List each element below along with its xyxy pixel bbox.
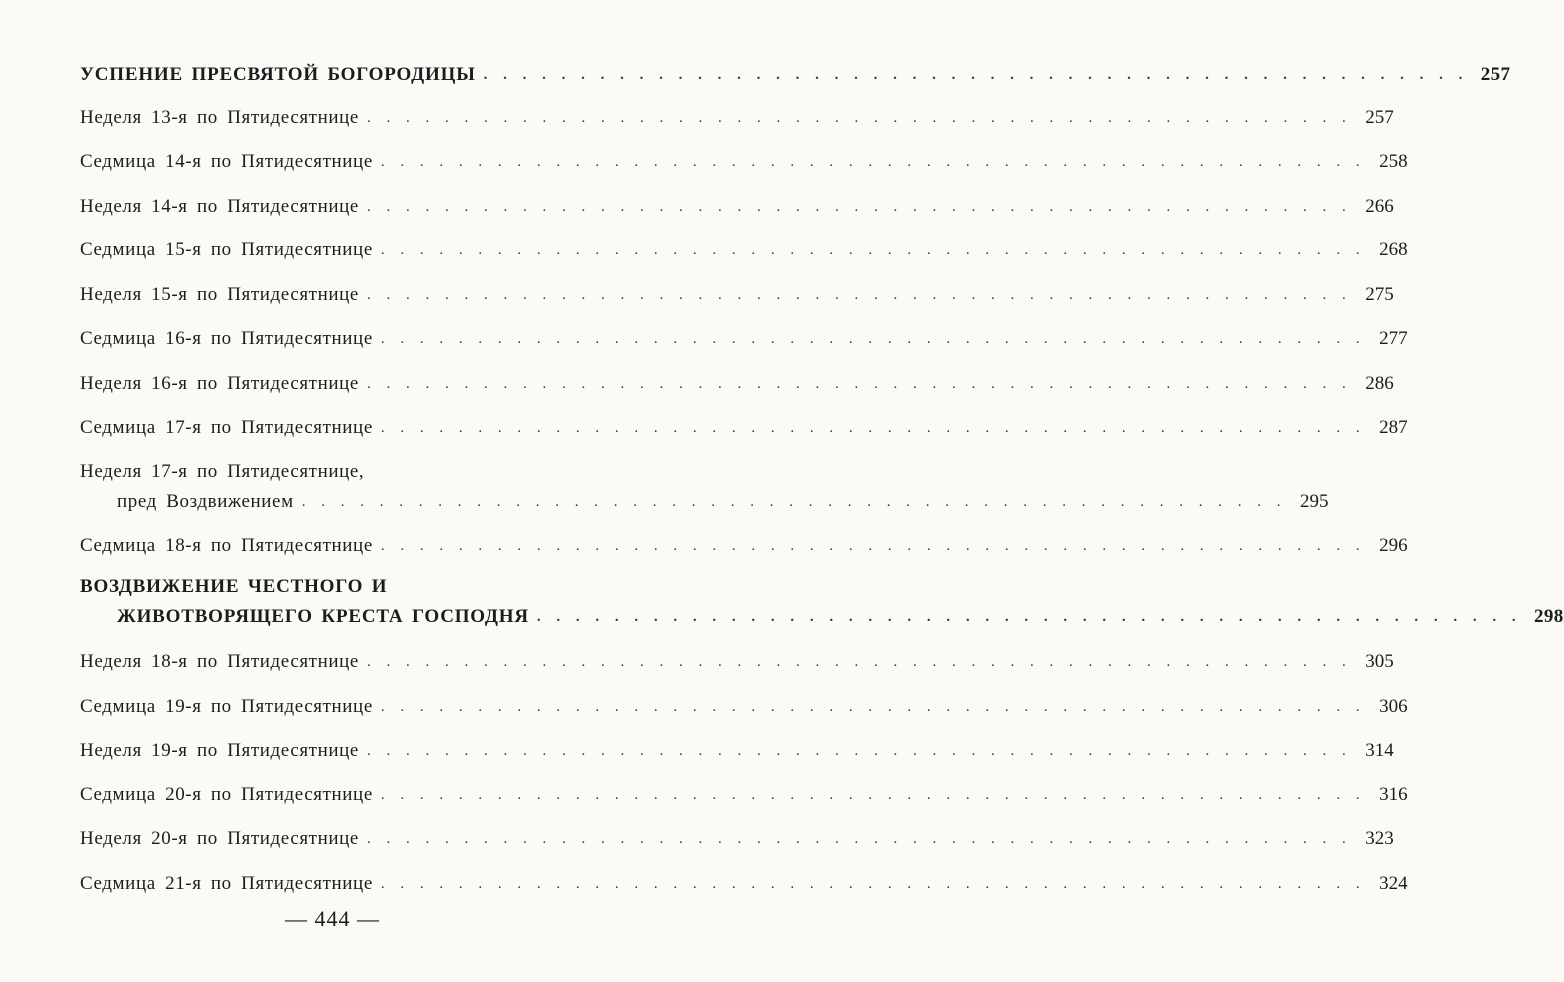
toc-entry-page: 296 [1379,535,1408,556]
toc-entry-page: 257 [1365,107,1394,128]
toc-entry [80,239,1408,261]
toc-entry-title-line1: Неделя 17-я по Пятидесятнице, [80,461,365,482]
page-number: — 444 — [285,906,380,931]
toc-entry-title: Седмица 17-я по Пятидесятнице [80,417,373,438]
toc-entry [80,151,1408,173]
toc-entry-page: 323 [1365,828,1394,849]
toc-heading-uspenie [80,64,1511,86]
toc-entry-title: Седмица 15-я по Пятидесятнице [80,239,373,260]
toc-entry-title: Седмица 14-я по Пятидесятнице [80,151,373,172]
toc-entry [80,740,1394,762]
toc-entry [80,284,1394,306]
toc-entry-page: 258 [1379,151,1408,172]
toc-entry [80,651,1394,673]
toc-entry-title: Неделя 16-я по Пятидесятнице [80,373,359,394]
dot-leader: . . . . . . . . . . . . . . . . . . . . . . . . . . . . . . . . . . . . . . . . . . . . . . . . . . . [366,110,1352,126]
toc-entry-page: 286 [1365,373,1394,394]
toc-entry-title-line2: ЖИВОТВОРЯЩЕГО КРЕСТА ГОСПОДНЯ [117,606,529,627]
toc-entry-page: 295 [1299,491,1329,512]
dot-leader: . . . . . . . . . . . . . . . . . . . . . . . . . . . . . . . . . . . . . . . . . . . . . . . . . . . [380,420,1366,436]
dot-leader: . . . . . . . . . . . . . . . . . . . . . . . . . . . . . . . . . . . . . . . . . . . . . . . . . . . [380,242,1366,258]
dot-leader: . . . . . . . . . . . . . . . . . . . . . . . . . . . . . . . . . . . . . . . . . . . . . . . . . . . [380,331,1366,347]
toc-entry-title: Седмица 21-я по Пятидесятнице [80,873,373,894]
toc-entry-page: 268 [1379,239,1408,260]
toc-entry [80,107,1394,129]
toc-entry-page: 298 [1533,606,1564,627]
toc-entry-title: Седмица 19-я по Пятидесятнице [80,696,373,717]
toc-entry [80,873,1408,895]
dot-leader: . . . . . . . . . . . . . . . . . . . . . . . . . . . . . . . . . . . . . . . . . . . . . . . . . . . [366,831,1352,847]
toc-entry-title: Неделя 14-я по Пятидесятнице [80,196,359,217]
dot-leader: . . . . . . . . . . . . . . . . . . . . . . . . . . . . . . . . . . . . . . . . . . . . . . . . . . . [380,538,1366,554]
toc-entry-title: Седмица 16-я по Пятидесятнице [80,328,373,349]
dot-leader: . . . . . . . . . . . . . . . . . . . . . . . . . . . . . . . . . . . . . . . . . . . . . . . . . . . [380,876,1366,892]
toc-entry-page: 266 [1365,196,1394,217]
toc-entry [80,417,1408,439]
toc-entry-page: 314 [1365,740,1394,761]
toc-entry-title: Неделя 18-я по Пятидесятнице [80,651,359,672]
dot-leader: . . . . . . . . . . . . . . . . . . . . . . . . . . . . . . . . . . . . . . . . . . . . . . . . . . . [483,67,1469,83]
dot-leader: . . . . . . . . . . . . . . . . . . . . . . . . . . . . . . . . . . . . . . . . . . . . . . . . . . . [380,154,1366,170]
toc-entry-title-line2: пред Воздвижением [117,491,294,512]
toc-entry-title: УСПЕНИЕ ПРЕСВЯТОЙ БОГОРОДИЦЫ [80,64,476,85]
dot-leader: . . . . . . . . . . . . . . . . . . . . . . . . . . . . . . . . . . . . . . . . . . . . . . . . . . . [380,699,1366,715]
toc-entry [80,696,1408,718]
toc-heading-vozdvizhenie [117,606,1564,628]
dot-leader: . . . . . . . . . . . . . . . . . . . . . . . . . . . . . . . . . . . . . . . . . . . . . . . . . . . [536,609,1522,625]
toc-entry-title: Неделя 19-я по Пятидесятнице [80,740,359,761]
toc-entry [80,784,1408,806]
toc-entry-title: Неделя 15-я по Пятидесятнице [80,284,359,305]
toc-entry-title: Седмица 18-я по Пятидесятнице [80,535,373,556]
toc-entry [80,535,1408,557]
dot-leader: . . . . . . . . . . . . . . . . . . . . . . . . . . . . . . . . . . . . . . . . . . . . . . . . . . . [301,494,1287,510]
toc-entry-page: 316 [1379,784,1408,805]
dot-leader: . . . . . . . . . . . . . . . . . . . . . . . . . . . . . . . . . . . . . . . . . . . . . . . . . . . [366,376,1352,392]
dot-leader: . . . . . . . . . . . . . . . . . . . . . . . . . . . . . . . . . . . . . . . . . . . . . . . . . . . [366,287,1352,303]
dot-leader: . . . . . . . . . . . . . . . . . . . . . . . . . . . . . . . . . . . . . . . . . . . . . . . . . . . [380,787,1366,803]
toc-entry-page: 324 [1379,873,1408,894]
toc-entry [117,491,1329,513]
toc-entry-page: 287 [1379,417,1408,438]
toc-entry-page: 275 [1365,284,1394,305]
dot-leader: . . . . . . . . . . . . . . . . . . . . . . . . . . . . . . . . . . . . . . . . . . . . . . . . . . . [366,654,1352,670]
toc-entry [80,373,1394,395]
toc-entry-title: Седмица 20-я по Пятидесятнице [80,784,373,805]
toc-entry-page: 306 [1379,696,1408,717]
toc-entry-page: 305 [1365,651,1394,672]
dot-leader: . . . . . . . . . . . . . . . . . . . . . . . . . . . . . . . . . . . . . . . . . . . . . . . . . . . [366,199,1352,215]
dot-leader: . . . . . . . . . . . . . . . . . . . . . . . . . . . . . . . . . . . . . . . . . . . . . . . . . . . [366,743,1352,759]
toc-heading-vozdvizhenie-line1: ВОЗДВИЖЕНИЕ ЧЕСТНОГО И [80,576,388,597]
toc-entry-title: Неделя 13-я по Пятидесятнице [80,107,359,128]
toc-entry [80,328,1408,350]
toc-entry [80,828,1394,850]
toc-entry [80,196,1394,218]
toc-entry-page: 277 [1379,328,1408,349]
toc-entry-page: 257 [1480,64,1511,85]
toc-entry-title: Неделя 20-я по Пятидесятнице [80,828,359,849]
